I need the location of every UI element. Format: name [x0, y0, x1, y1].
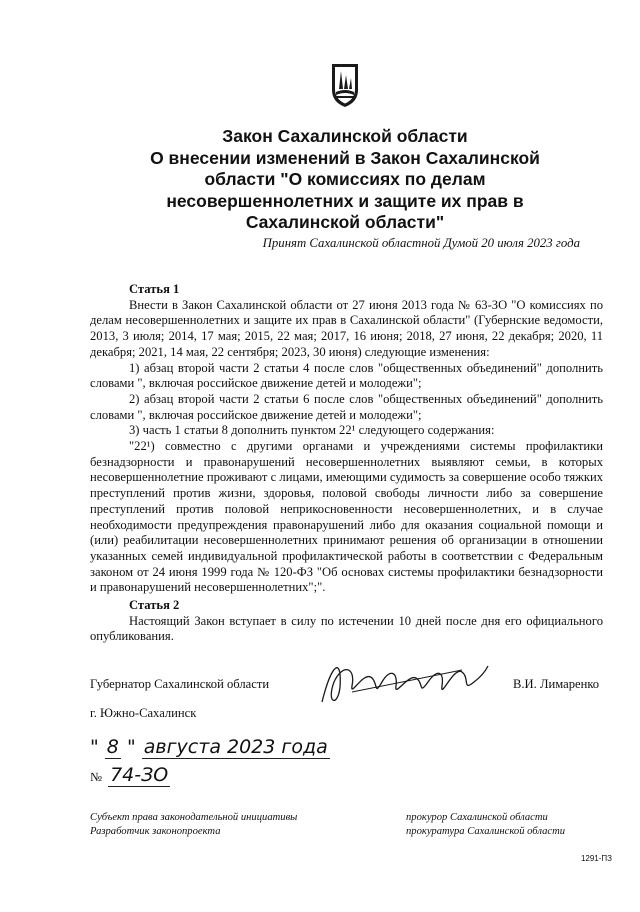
- article-1-heading: Статья 1: [129, 282, 180, 296]
- footer-line: Субъект права законодательной инициативы: [90, 812, 298, 823]
- footer-left: [90, 811, 297, 839]
- date-day: 8: [106, 736, 119, 758]
- number-value: 74-ЗО: [110, 764, 169, 786]
- article-1: [90, 282, 603, 596]
- sakhalin-coat-of-arms-icon: [330, 62, 360, 108]
- title-line: О внесении изменений в Закон Сахалинской: [150, 147, 540, 168]
- article-1-paragraph: Внести в Закон Сахалинской области от 27 июня 2013 года № 63-ЗО "О комиссиях по делам несовершеннолетних и защите их прав в Сахалинской области" (Губернские ведомости, 2013, 3 июля; 2014, 17 мая; 2015, 22 мая; 2017, 16 июня; 2018, 27 июня, 22 декабря; 2020, 11 декабря; 2021, 14 мая, 22 сентября; 2023, 30 июня) следующие изменения:: [90, 297, 603, 359]
- adoption-note: Принят Сахалинской областной Думой 20 июля 2023 года: [262, 236, 580, 250]
- title-line: области "О комиссиях по делам: [204, 169, 486, 189]
- article-2-paragraph: Настоящий Закон вступает в силу по истечении 10 дней после дня его официального опубликования.: [90, 613, 603, 644]
- date-month-year: августа 2023 года: [143, 736, 328, 758]
- article-2-heading: Статья 2: [129, 598, 180, 612]
- article-1-paragraph: 1) абзац второй части 2 статьи 4 после слов "общественных объединений" дополнить словами ", включая российское движение детей и молодежи";: [90, 360, 603, 391]
- city: г. Южно-Сахалинск: [90, 706, 197, 720]
- footer-line: прокуратура Сахалинской области: [406, 826, 566, 837]
- handwritten-signature: [312, 652, 492, 712]
- title-line: Сахалинской области": [245, 212, 445, 232]
- number-label: №: [90, 770, 103, 784]
- law-title: [120, 126, 570, 234]
- date-quote-close: ": [126, 736, 136, 758]
- law-number: [90, 764, 170, 786]
- signing-date: [90, 736, 330, 758]
- footer-line: Разработчик законопроекта: [90, 826, 221, 837]
- title-line: несовершеннолетних и защите их прав в: [166, 190, 524, 211]
- article-1-paragraph: 2) абзац второй части 2 статьи 6 после слов "общественных объединений" дополнить словами ", включая российское движение детей и молодежи";: [90, 391, 603, 422]
- footer-line: прокурор Сахалинской области: [406, 812, 548, 823]
- governor-position: Губернатор Сахалинской области: [90, 677, 270, 691]
- footer-right: [406, 811, 565, 839]
- date-quote-open: ": [90, 736, 99, 758]
- article-1-paragraph: 3) часть 1 статьи 8 дополнить пунктом 22¹ следующего содержания:: [129, 423, 495, 438]
- governor-name: В.И. Лимаренко: [513, 677, 600, 691]
- article-2: [90, 598, 603, 645]
- document-code: 1291-ПЗ: [580, 854, 612, 863]
- title-line: Закон Сахалинской области: [222, 126, 468, 146]
- article-1-paragraph: "22¹) совместно с другими органами и учреждениями системы профилактики безнадзорности и правонарушений несовершеннолетних выявляют семьи, в которых несовершеннолетние проживают с лицами, имеющими судимость за совершение особо тяжких преступлений против жизни, здоровья, половой свободы личности либо за совершение преступлений против половой неприкосновенности несовершеннолетних, и в случае необходимости предупреждения правонарушений либо для оказания социальной помощи и (или) реабилитации несовершеннолетних принимают решения об организации в отношении указанных семей индивидуальной профилактической работы в соответствии с Федеральным законом от 24 июня 1999 года № 120-ФЗ "Об основах системы профилактики безнадзорности и правонарушений несовершеннолетних";".: [90, 439, 603, 595]
